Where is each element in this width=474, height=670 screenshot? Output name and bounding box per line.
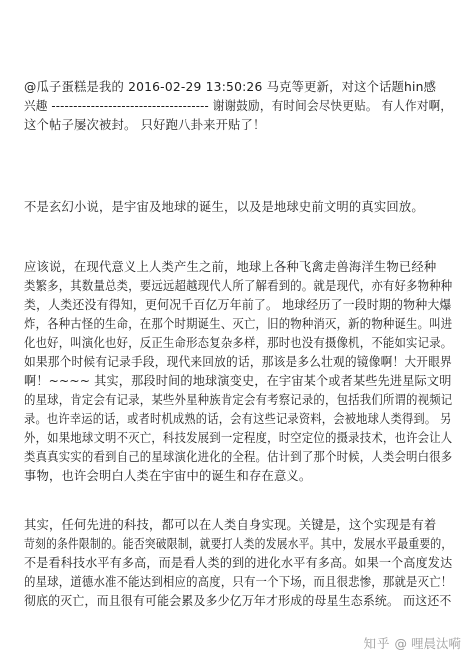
post-text-line: 外，如果地球文明不灭亡，科技发展到一定程度，时空定位的摄录技术，也许会让人 <box>24 431 453 445</box>
post-paragraph-reply <box>24 78 452 135</box>
watermark-separator: @ <box>394 635 407 651</box>
post-paragraph-technology <box>24 516 452 611</box>
watermark-author: 哩晨汰嗬 <box>410 636 461 651</box>
post-text-line: 类真真实实的看到自己的星球演化进化的全程。估计到了那个时候，人类会明白很多 <box>24 450 453 464</box>
post-text-line: 兴趣 ------------------------------------ 谢谢鼓励，有时间会尽快更贴。 有人作对啊， <box>24 99 453 113</box>
post-text-line: @瓜子蛋糕是我的 2016-02-29 13:50:26 马克等更新，对这个话题hin感 <box>24 80 437 94</box>
post-paragraph-body <box>24 258 452 486</box>
post-text-line: 不是玄幻小说，是宇宙及地球的诞生，以及是地球史前文明的真实回放。 <box>24 200 424 214</box>
post-text-line: 的星球，肯定会有记录，某些外星种族肯定会有考察记录的，包括我们所谓的视频记 <box>24 393 453 407</box>
post-text-line: 化也好，叫演化也好，反正生命形态复杂多样，那时也没有摄像机，不能如实记录。 <box>24 336 453 350</box>
post-text-line: 其实，任何先进的科技，都可以在人类自身实现。关键是，这个实现是有着 <box>24 518 437 532</box>
post-text-line: 类繁多，其数量总类，要远远超越现代人所了解看到的。就是现代，亦有好多物种种 <box>24 279 453 293</box>
post-text-line: 如果那个时候有记录手段，现代来回放的话，那该是多么壮观的镜像啊！大开眼界 <box>24 355 452 369</box>
post-text-line: 苛刻的条件限制的。能否突破限制，就要打人类的发展水平。其中，发展水平最重要的， <box>24 537 453 551</box>
post-text-line: 类，人类还没有得知，更何况千百亿万年前了。 地球经历了一段时期的物种大爆 <box>24 298 452 312</box>
zhihu-logo: 知乎 <box>363 636 391 651</box>
post-text-line: 事物，也许会明白人类在宇宙中的诞生和存在意义。 <box>24 469 312 483</box>
zhihu-watermark <box>360 632 464 654</box>
post-text-line: 的星球，道德水准不能达到相应的高度，只有一个下场，而且很悲惨，那就是灭亡！ <box>24 575 453 589</box>
post-text-line: 这个帖子屡次被封。 只好跑八卦来开贴了！ <box>24 118 266 132</box>
post-text-line: 录。也许幸运的话，或者时机成熟的话，会有这些记录资料，会被地球人类得到。 另 <box>24 412 452 426</box>
post-text-line: 啊！~~~~ 其实，那段时间的地球演变史，在宇宙某个或者某些先进星际文明 <box>24 374 452 388</box>
post-text-line: 不是看科技水平有多高，而是看人类的到的进化水平有多高。如果一个高度发达 <box>24 556 453 570</box>
post-text-line: 彻底的灭亡，而且很有可能会累及多少亿万年才形成的母星生态系统。 而这还不 <box>24 594 452 608</box>
post-text-line: 炸，各种古怪的生命，在那个时期诞生、灭亡，旧的物种消灭，新的物种诞生。叫进 <box>24 317 453 331</box>
post-text-line: 应该说，在现代意义上人类产生之前，地球上各种飞禽走兽海洋生物已经种 <box>24 260 437 274</box>
post-paragraph-intro <box>24 198 452 217</box>
